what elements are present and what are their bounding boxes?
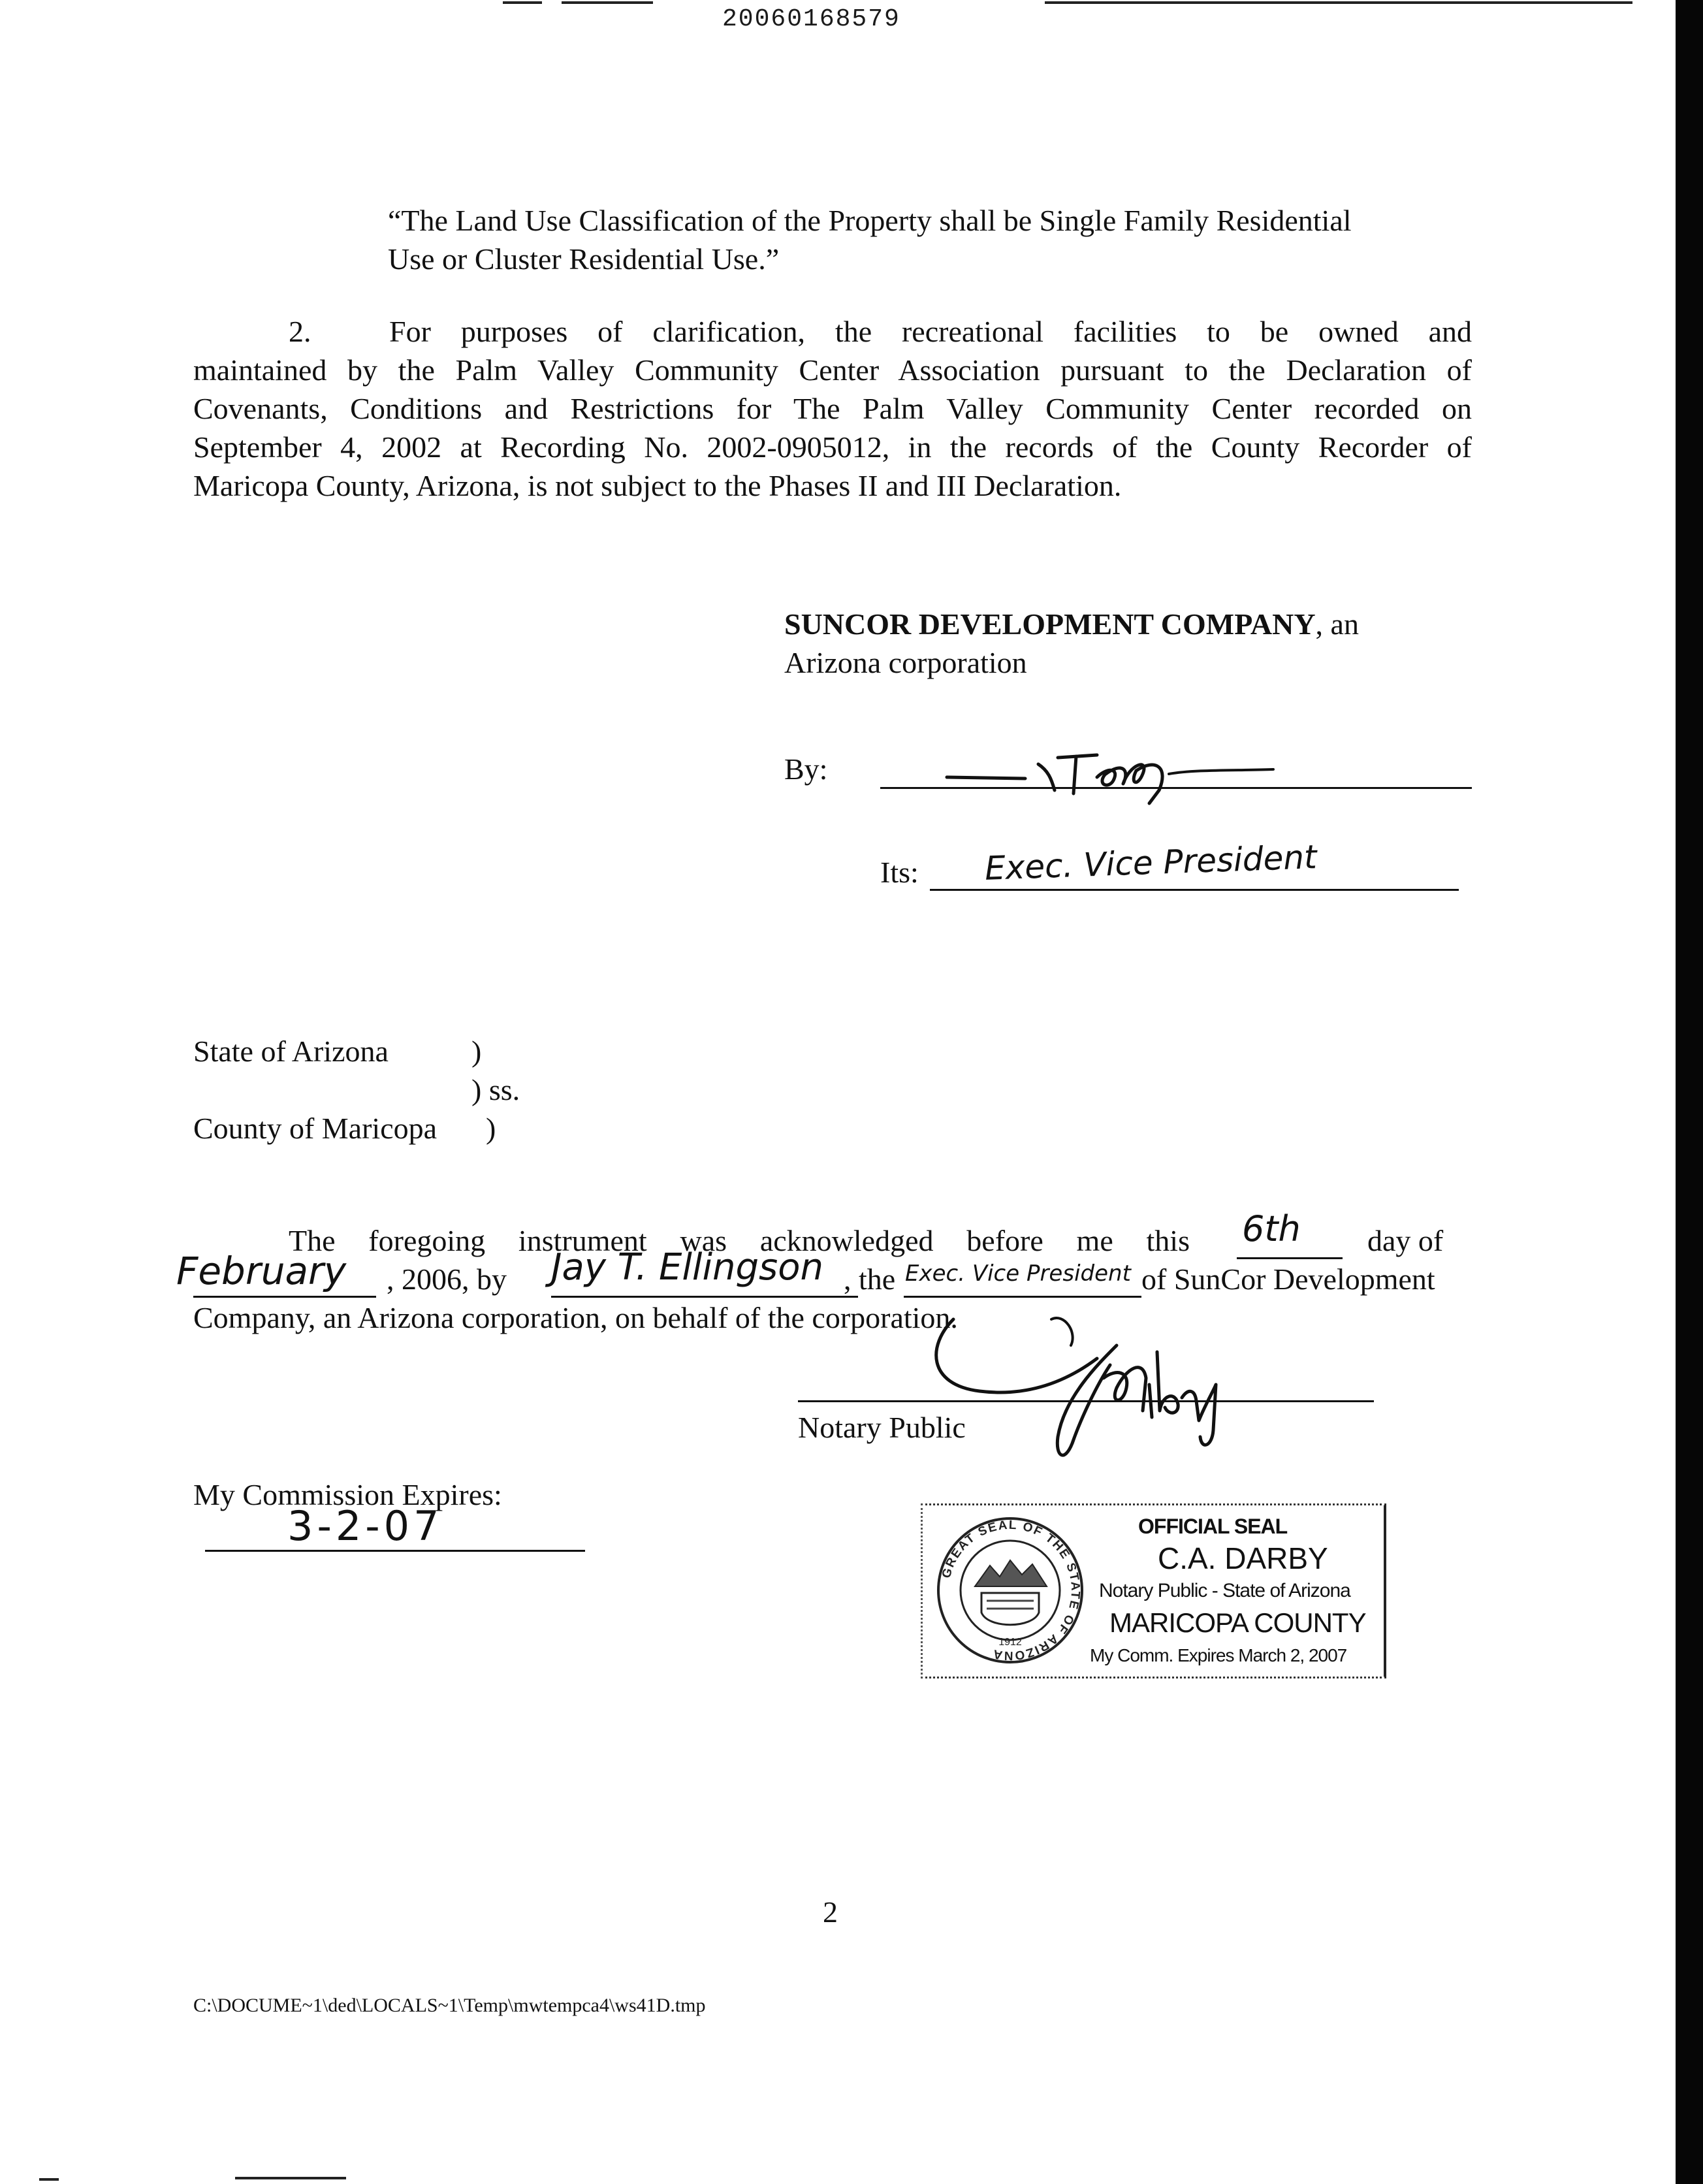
paragraph-line-1: For purposes of clarification, the recreational facilities to be owned and — [389, 315, 1472, 348]
ack-line-2-end: of SunCor Development — [1141, 1262, 1435, 1296]
venue-ss: ) ss. — [471, 1073, 520, 1106]
stamp-official-seal: OFFICIAL SEAL — [1138, 1515, 1288, 1538]
scan-mark — [235, 2177, 346, 2179]
recording-number: 20060168579 — [722, 5, 900, 33]
stamp-name: C.A. DARBY — [1158, 1541, 1328, 1575]
venue-county: County of Maricopa — [193, 1112, 438, 1145]
day-line — [1237, 1257, 1343, 1259]
scan-mark — [1045, 1, 1632, 4]
paragraph-line-2: maintained by the Palm Valley Community Center Association pursuant to the Declaration of — [193, 353, 1472, 387]
seal-year: 1912 — [998, 1637, 1022, 1648]
officer-title-handwritten: Exec. Vice President — [984, 838, 1318, 888]
scan-mark — [39, 2178, 59, 2181]
name-line — [551, 1296, 858, 1298]
title-handwritten: Exec. Vice President — [905, 1261, 1131, 1287]
scan-mark — [503, 1, 542, 4]
venue-paren-1: ) — [471, 1035, 482, 1068]
stamp-role: Notary Public - State of Arizona — [1099, 1580, 1350, 1601]
notary-signature — [901, 1306, 1241, 1476]
notary-stamp — [921, 1503, 1386, 1678]
quote-line-2: Use or Cluster Residential Use.” — [388, 242, 780, 276]
month-line — [193, 1296, 376, 1298]
file-path: C:\DOCUME~1\ded\LOCALS~1\Temp\mwtempca4\ws41D.tmp — [193, 1995, 706, 2016]
quote-line-1: “The Land Use Classification of the Property shall be Single Family Residential — [388, 204, 1352, 237]
its-label: Its: — [880, 856, 919, 889]
paragraph-line-3: Covenants, Conditions and Restrictions for The Palm Valley Community Center recorded on — [193, 392, 1472, 425]
venue-state: State of Arizona — [193, 1035, 389, 1068]
scan-mark — [562, 1, 653, 4]
by-label: By: — [784, 752, 828, 786]
paragraph-number: 2. — [289, 315, 311, 348]
company-suffix: , an — [1315, 607, 1359, 641]
its-line — [930, 889, 1459, 891]
company-name-line — [784, 605, 1359, 643]
name-handwritten: Jay T. Ellingson — [551, 1246, 823, 1289]
venue-paren-3: ) — [486, 1112, 496, 1145]
state-seal — [934, 1515, 1086, 1666]
stamp-county: MARICOPA COUNTY — [1109, 1607, 1366, 1638]
ack-day-of: day of — [1367, 1224, 1444, 1257]
paragraph-line-4: September 4, 2002 at Recording No. 2002-0905012, in the records of the County Recorder of — [193, 430, 1472, 464]
ack-line-1: The foregoing instrument was acknowledged before me this — [289, 1224, 1190, 1257]
ack-line-3: Company, an Arizona corporation, on behalf of the corporation. — [193, 1301, 958, 1334]
company-name: SUNCOR DEVELOPMENT COMPANY — [784, 607, 1316, 641]
scan-edge — [1676, 0, 1703, 2184]
commission-label: My Commission Expires: — [193, 1478, 502, 1511]
ack-year-by: , 2006, by — [387, 1262, 507, 1296]
commission-date-handwritten: 3-2-07 — [287, 1502, 443, 1550]
month-handwritten: February — [176, 1249, 347, 1293]
company-type: Arizona corporation — [784, 646, 1027, 679]
seal-ring-text: GREAT SEAL OF THE STATE OF ARIZONA — [939, 1518, 1083, 1663]
ack-the: , the — [844, 1262, 896, 1296]
notary-public-label: Notary Public — [798, 1411, 966, 1444]
page-number: 2 — [823, 1895, 838, 1929]
commission-date-line — [205, 1550, 585, 1552]
stamp-expires: My Comm. Expires March 2, 2007 — [1090, 1645, 1347, 1665]
title-line — [904, 1296, 1141, 1298]
paragraph-line-5: Maricopa County, Arizona, is not subject to the Phases II and III Declaration. — [193, 469, 1122, 502]
officer-signature — [934, 731, 1299, 816]
day-handwritten: 6th — [1242, 1208, 1301, 1249]
